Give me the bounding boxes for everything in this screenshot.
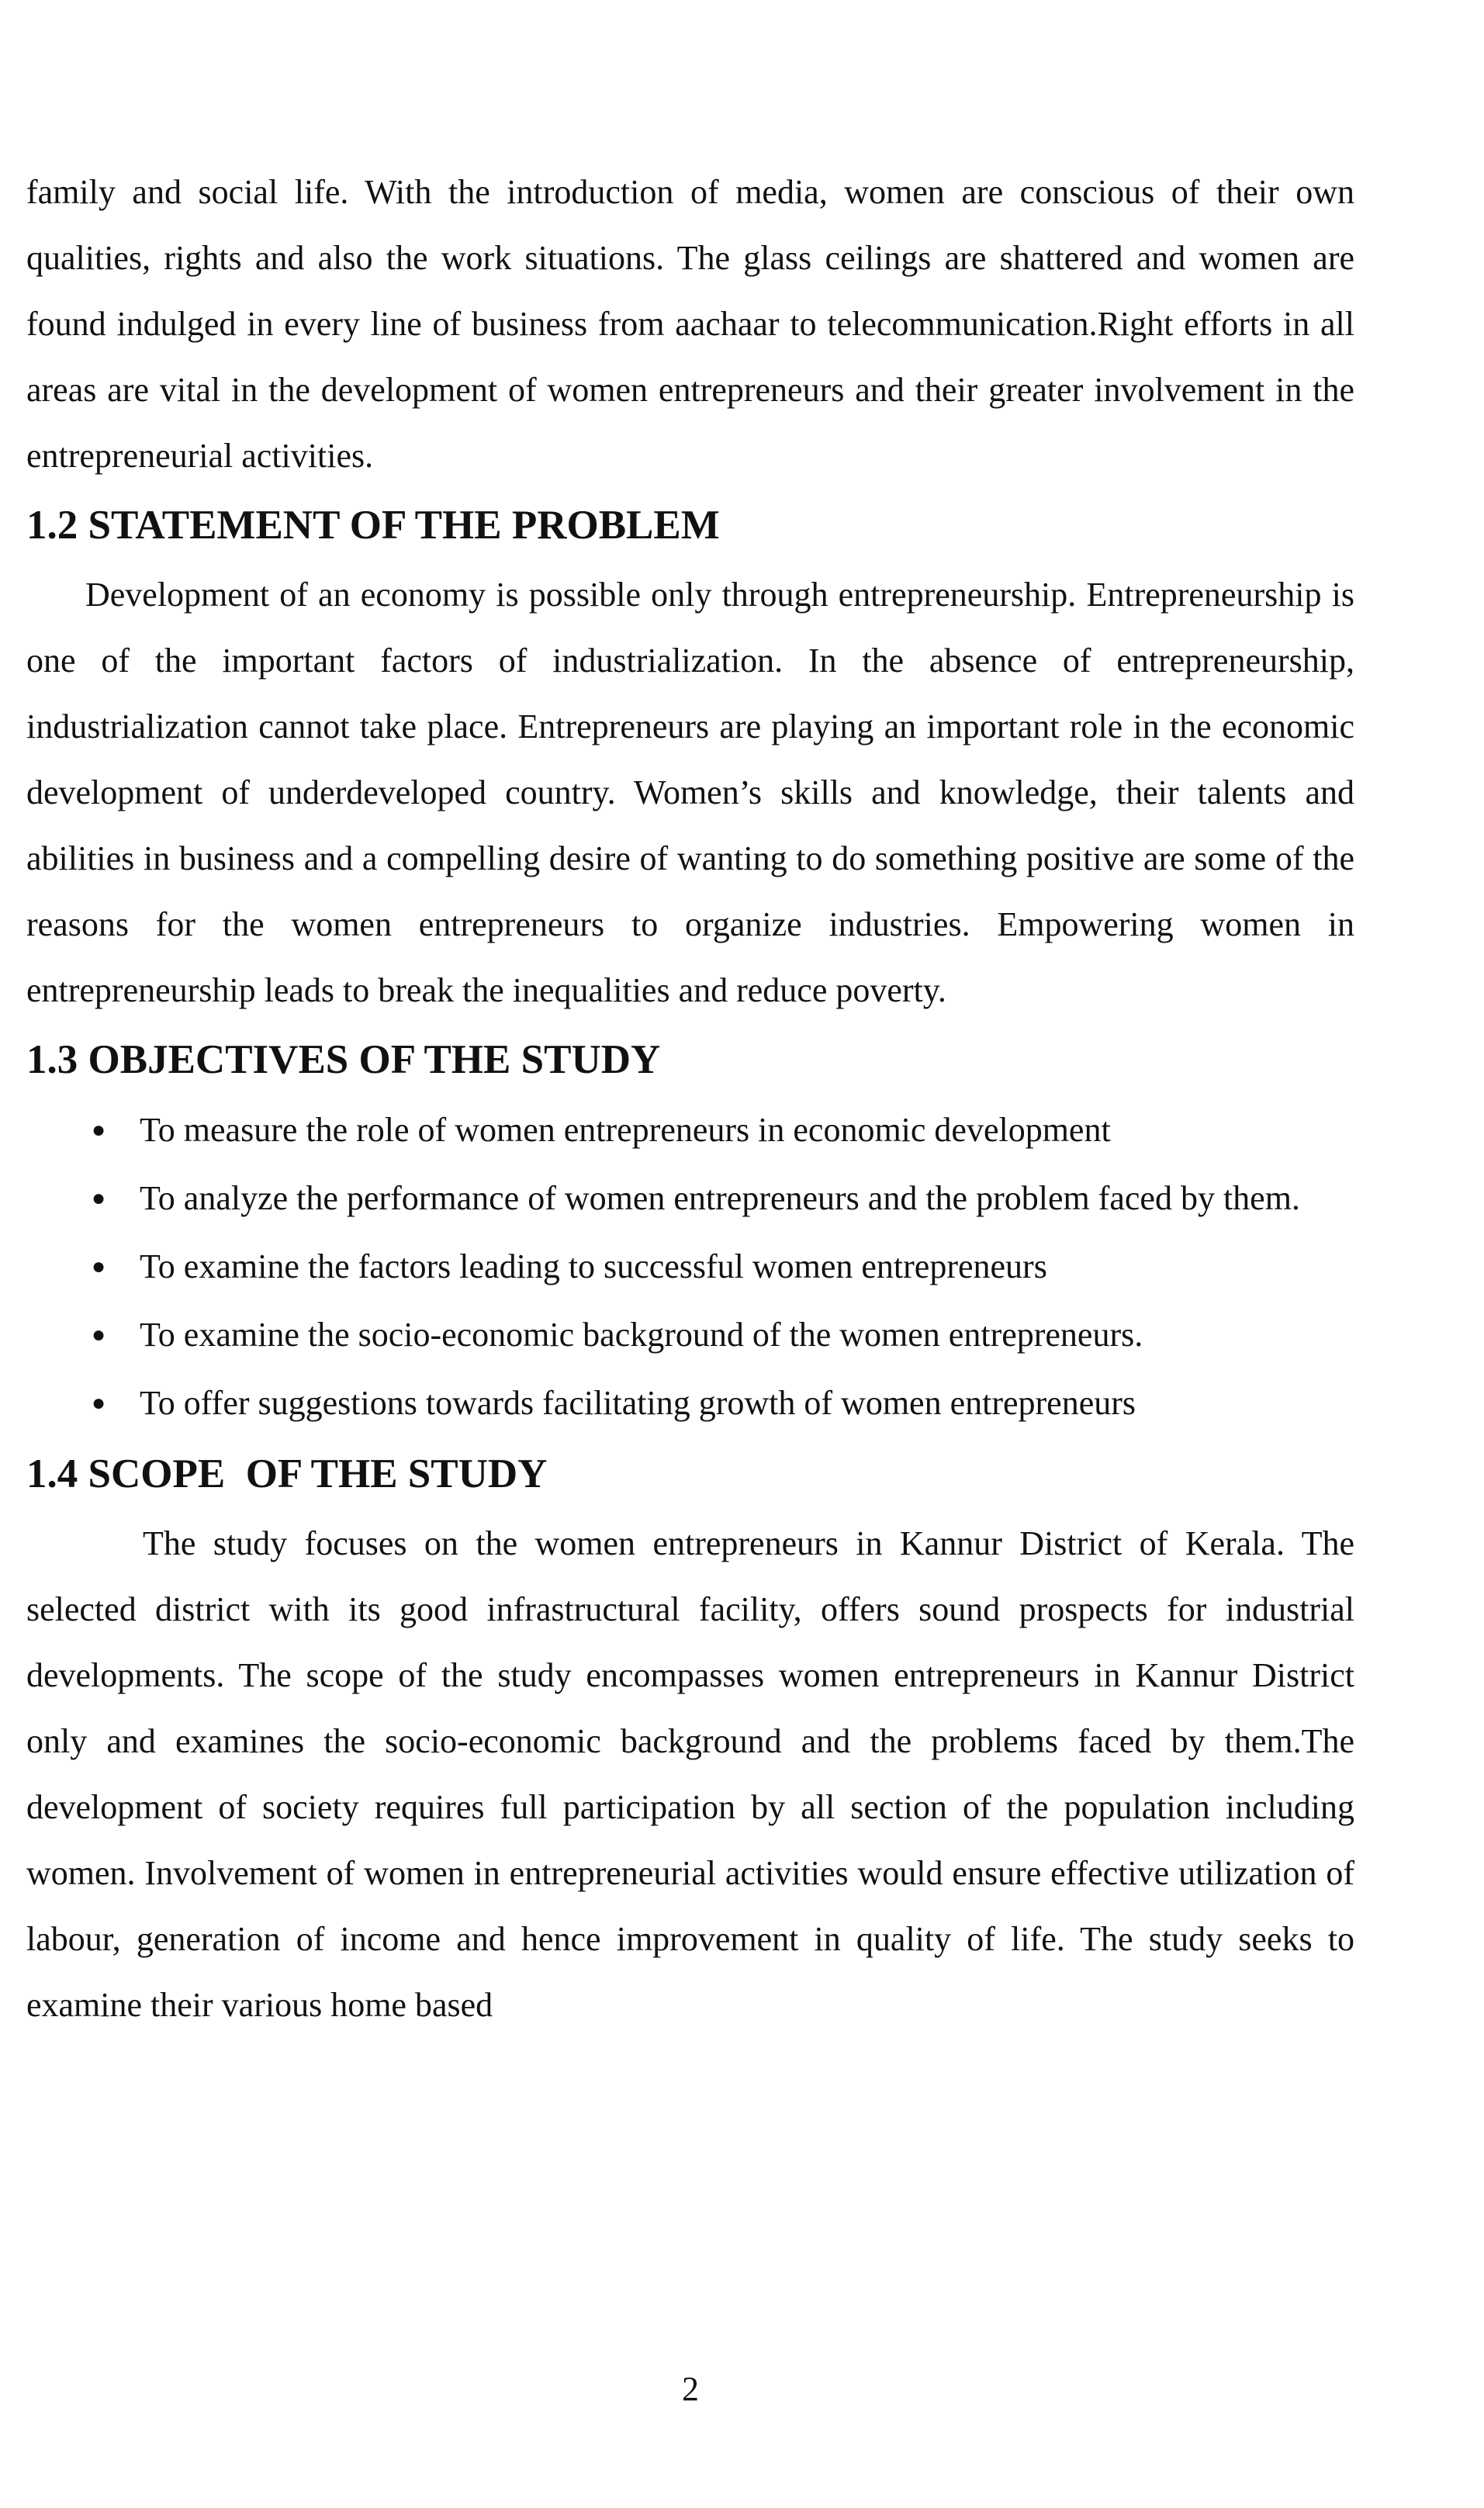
bullet-icon: ● [92, 1117, 106, 1143]
problem-paragraph: Development of an economy is possible only through entrepreneurship. Entrepreneurship is one of the important factors of industrialization. In the absence of entrepreneurship, industrialization cannot take place. Entrepreneurs are playing an important role in the economic development of underdeveloped country. Women’s skills and knowledge, their talents and abilities in business and a compelling desire of wanting to do something positive are some of the reasons for the women entrepreneurs to organize industries. Empowering women in entrepreneurship leads to break the inequalities and reduce poverty. [26, 576, 1354, 1009]
bullet-icon: ● [92, 1390, 106, 1416]
list-item [92, 1301, 1354, 1369]
objective-text: To examine the socio-economic background of the women entrepreneurs. [140, 1316, 1143, 1354]
scope-paragraph: The study focuses on the women entrepreneurs in Kannur District of Kerala. The selected district with its good infrastructural facility, offers sound prospects for industrial developments. The scope of the study encompasses women entrepreneurs in Kannur District only and examines the socio-economic background and the problems faced by them.The development of society requires full participation by all section of the population including women. Involvement of women in entrepreneurial activities would ensure effective utilization of labour, generation of income and hence improvement in quality of life. The study seeks to examine their various home based [26, 1524, 1354, 2024]
page-number: 2 [682, 2370, 699, 2408]
list-item [92, 1369, 1354, 1437]
objectives-list [26, 1096, 1354, 1437]
list-item [92, 1233, 1354, 1301]
list-item [92, 1096, 1354, 1164]
bullet-icon: ● [92, 1185, 106, 1211]
objective-text: To offer suggestions towards facilitating growth of women entrepreneurs [140, 1384, 1136, 1422]
objective-text: To measure the role of women entrepreneurs in economic development [140, 1111, 1111, 1149]
bullet-icon: ● [92, 1254, 106, 1279]
objective-text: To analyze the performance of women entrepreneurs and the problem faced by them. [140, 1179, 1300, 1217]
problem-heading: 1.2 STATEMENT OF THE PROBLEM [26, 503, 720, 548]
intro-continued-paragraph: family and social life. With the introduction of media, women are conscious of their own qualities, rights and also the work situations. The glass ceilings are shattered and women are found indulged in every line of business from aachaar to telecommunication.Right efforts in all areas are vital in the development of women entrepreneurs and their greater involvement in the entrepreneurial activities. [26, 173, 1354, 475]
objective-text: To examine the factors leading to successful women entrepreneurs [140, 1247, 1047, 1285]
scope-heading: 1.4 SCOPE OF THE STUDY [26, 1451, 548, 1496]
list-item [92, 1164, 1354, 1233]
bullet-icon: ● [92, 1322, 106, 1347]
objectives-heading: 1.3 OBJECTIVES OF THE STUDY [26, 1037, 661, 1082]
document-page [26, 159, 1354, 2038]
